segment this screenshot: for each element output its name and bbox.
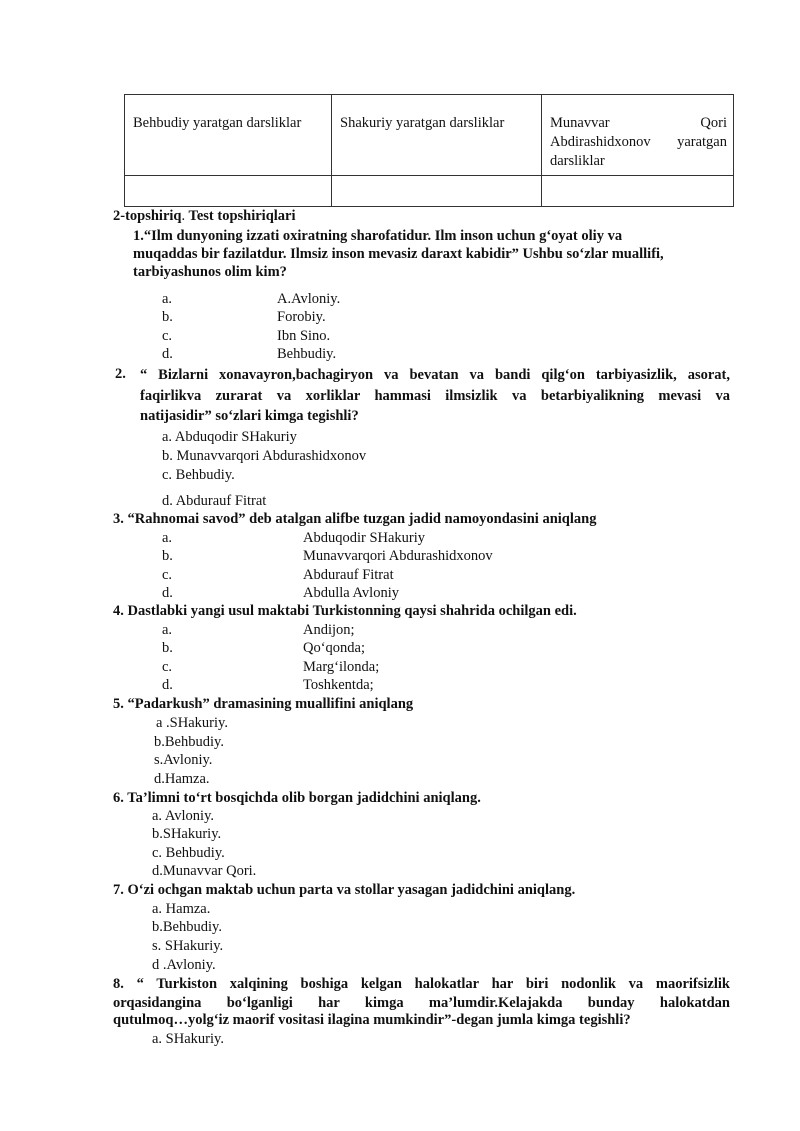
table-header-munavvar: Munavvar Qori Abdirashidxonov yaratgan darsliklar bbox=[550, 115, 727, 169]
q4-option-a-text: Andijon; bbox=[303, 622, 355, 638]
table-cell-empty bbox=[125, 176, 332, 207]
q3-option-a-text: Abduqodir SHakuriy bbox=[303, 530, 426, 546]
q2-option-d: d. Abdurauf Fitrat bbox=[162, 493, 267, 509]
q3-option-d-letter: d. bbox=[162, 585, 173, 601]
q7-option-d: d .Avloniy. bbox=[152, 957, 216, 973]
question-7: 7. O‘zi ochgan maktab uchun parta va stollar yasagan jadidchini aniqlang. bbox=[113, 882, 576, 898]
task-separator: . bbox=[181, 208, 186, 224]
q7-option-a: a. Hamza. bbox=[152, 901, 211, 917]
q3-option-b-text: Munavvarqori Abdurashidxonov bbox=[303, 548, 493, 564]
q1-option-c-text: Ibn Sino. bbox=[277, 328, 331, 344]
q2-option-b: b. Munavvarqori Abdurashidxonov bbox=[162, 448, 367, 464]
q6-option-a: a. Avloniy. bbox=[152, 808, 215, 824]
q4-option-c-letter: c. bbox=[162, 659, 173, 675]
table-empty-row bbox=[125, 176, 734, 207]
table-cell-empty bbox=[332, 176, 542, 207]
q3-option-b-letter: b. bbox=[162, 548, 173, 564]
task-number: 2-topshiriq bbox=[113, 208, 182, 224]
textbooks-table bbox=[124, 94, 734, 207]
q4-option-d-letter: d. bbox=[162, 677, 173, 693]
question-2-line-1: “ Bizlarni xonavayron,bachagiryon va bevatan va bandi qilg‘on tarbiyasizlik, asorat, bbox=[140, 367, 730, 383]
question-1-line-2: muqaddas bir fazilatdur. Ilmsiz inson mevasiz daraxt kabidir” Ushbu so‘zlar muallifi, bbox=[133, 246, 664, 262]
q3-option-d-text: Abdulla Avloniy bbox=[303, 585, 399, 601]
q4-option-b-letter: b. bbox=[162, 640, 173, 656]
q1-option-b-text: Forobiy. bbox=[277, 309, 326, 325]
q2-option-a: a. Abduqodir SHakuriy bbox=[162, 429, 297, 445]
question-2-line-3: natijasidir” so‘zlari kimga tegishli? bbox=[140, 408, 359, 424]
q6-option-c: c. Behbudiy. bbox=[152, 845, 225, 861]
q4-option-a-letter: a. bbox=[162, 622, 173, 638]
question-1-line-3: tarbiyashunos olim kim? bbox=[133, 264, 287, 280]
q3-option-c-letter: c. bbox=[162, 567, 173, 583]
question-2-line-2: faqirlikva zurarat va xorliklar hammasi ilmsizlik va betarbiyalikning mevasi va bbox=[140, 388, 730, 404]
task-heading bbox=[113, 208, 296, 225]
q6-option-d: d.Munavvar Qori. bbox=[152, 863, 257, 879]
q1-option-b-letter: b. bbox=[162, 309, 173, 325]
table-header-row bbox=[125, 95, 734, 176]
question-4: 4. Dastlabki yangi usul maktabi Turkistonning qaysi shahrida ochilgan edi. bbox=[113, 603, 577, 619]
q7-option-b: b.Behbudiy. bbox=[152, 919, 222, 935]
q1-option-c-letter: c. bbox=[162, 328, 173, 344]
q1-option-d-letter: d. bbox=[162, 346, 173, 362]
task-title: Test topshiriqlari bbox=[185, 208, 296, 224]
q6-option-b: b.SHakuriy. bbox=[152, 826, 222, 842]
question-6: 6. Ta’limni to‘rt bosqichda olib borgan jadidchini aniqlang. bbox=[113, 790, 481, 806]
question-8-line-2: orqasidangina bo‘lganligi har kimga ma’lumdir.Kelajakda bunday halokatdan bbox=[113, 995, 730, 1011]
question-2-number: 2. bbox=[115, 366, 126, 382]
q5-option-c: s.Avloniy. bbox=[154, 752, 213, 768]
table-cell bbox=[332, 95, 542, 176]
question-3: 3. “Rahnomai savod” deb atalgan alifbe tuzgan jadid namoyondasini aniqlang bbox=[113, 511, 597, 527]
q1-option-d-text: Behbudiy. bbox=[277, 346, 337, 362]
table-header-behbudiy: Behbudiy yaratgan darsliklar bbox=[133, 115, 302, 131]
table-header-shakuriy: Shakuriy yaratgan darsliklar bbox=[340, 115, 505, 131]
table-cell-empty bbox=[542, 176, 734, 207]
q8-option-a: a. SHakuriy. bbox=[152, 1031, 224, 1047]
q5-option-d: d.Hamza. bbox=[154, 771, 210, 787]
question-8-line-3: qutulmoq…yolg‘iz maorif vositasi ilagina mumkindir”-degan jumla kimga tegishli? bbox=[113, 1012, 631, 1028]
q1-option-a-letter: a. bbox=[162, 291, 173, 307]
q2-option-c: c. Behbudiy. bbox=[162, 467, 235, 483]
q1-option-a-text: A.Avloniy. bbox=[277, 291, 341, 307]
question-8-line-1: 8. “ Turkiston xalqining boshiga kelgan halokatlar har biri nodonlik va maorifsizlik bbox=[113, 976, 730, 992]
q5-option-b: b.Behbudiy. bbox=[154, 734, 224, 750]
q5-option-a: a .SHakuriy. bbox=[156, 715, 228, 731]
question-5: 5. “Padarkush” dramasining muallifini aniqlang bbox=[113, 696, 414, 712]
question-1-line-1: 1.“Ilm dunyoning izzati oxiratning sharofatidur. Ilm inson uchun g‘oyat oliy va bbox=[133, 228, 623, 244]
q3-option-a-letter: a. bbox=[162, 530, 173, 546]
q4-option-b-text: Qo‘qonda; bbox=[303, 640, 366, 656]
q4-option-c-text: Marg‘ilonda; bbox=[303, 659, 380, 675]
table-cell bbox=[125, 95, 332, 176]
q4-option-d-text: Toshkentda; bbox=[303, 677, 374, 693]
q7-option-c: s. SHakuriy. bbox=[152, 938, 224, 954]
table-cell bbox=[542, 95, 734, 176]
q3-option-c-text: Abdurauf Fitrat bbox=[303, 567, 394, 583]
